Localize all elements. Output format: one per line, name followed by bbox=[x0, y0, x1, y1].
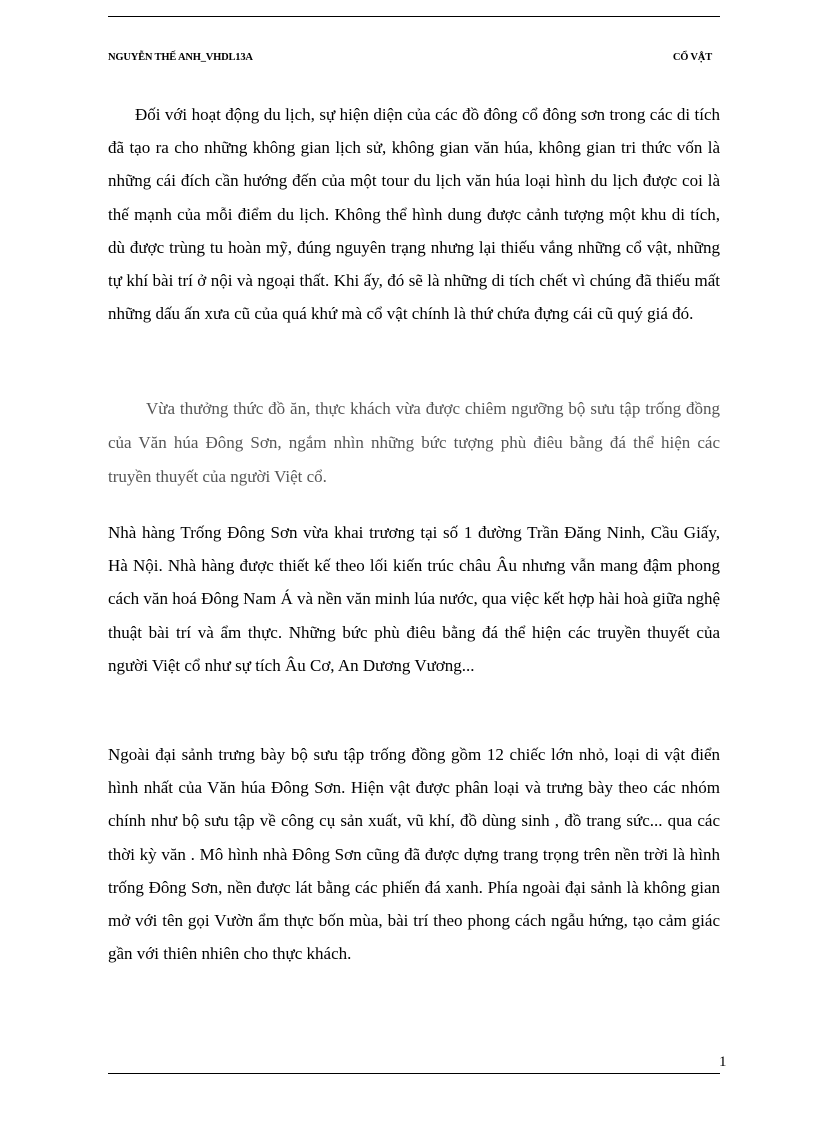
footer-rule bbox=[108, 1073, 720, 1074]
page-number: 1 bbox=[719, 1054, 727, 1070]
paragraph-intro: Đối với hoạt động du lịch, sự hiện diện của các đồ đông cổ đông sơn trong các di tích đã tạo ra cho những không gian lịch sử, không gian văn húa, không gian tri thức vốn là những cái đích cần hướng đến của một tour du lịch văn húa loại hình du lịch được coi là thế mạnh của mỗi điểm du lịch. Không thể hình dung được cảnh tượng một khu di tích, dù được trùng tu hoàn mỹ, đúng nguyên trạng nhưng lại thiếu vắng những cổ vật, những tự khí bài trí ở nội và ngoại thất. Khi ấy, đó sẽ là những di tích chết vì chúng đã thiếu mất những dấu ấn xưa cũ của quá khứ mà cổ vật chính là thứ chứa đựng cái cũ quý giá đó. bbox=[108, 105, 720, 324]
page-header bbox=[108, 52, 712, 63]
header-topic: CỔ VẬT bbox=[672, 52, 712, 63]
paragraph-quote: Vừa thưởng thức đồ ăn, thực khách vừa được chiêm ngưỡng bộ sưu tập trống đồng của Văn húa Đông Sơn, ngắm nhìn những bức tượng phù điêu bằng đá thể hiện các truyền thuyết của người Việt cổ. bbox=[108, 399, 720, 486]
paragraph-restaurant: Nhà hàng Trống Đông Sơn vừa khai trương tại số 1 đường Trần Đăng Ninh, Cầu Giấy, Hà Nội. Nhà hàng được thiết kế theo lối kiến trúc châu Âu nhưng vẫn mang đậm phong cách văn hoá Đông Nam Á và nền văn minh lúa nước, qua việc kết hợp hài hoà giữa nghệ thuật bài trí và ẩm thực. Những bức phù điêu bằng đá thể hiện các truyền thuyết của người Việt cổ như sự tích Âu Cơ, An Dương Vương... bbox=[108, 523, 720, 675]
header-author: NGUYỄN THẾ ANH_VHDL13A bbox=[108, 52, 253, 63]
paragraph-exhibition: Ngoài đại sảnh trưng bày bộ sưu tập trống đồng gồm 12 chiếc lớn nhỏ, loại di vật điển hình nhất của Văn húa Đông Sơn. Hiện vật được phân loại và trưng bày theo các nhóm chính như bộ sưu tập về công cụ sản xuất, vũ khí, đồ dùng sinh , đồ trang sức... qua các thời kỳ văn . Mô hình nhà Đông Sơn cũng đã được dựng trang trọng trên nền trời là hình trống Đông Sơn, nền được lát bằng các phiến đá xanh. Phía ngoài đại sảnh là không gian mở với tên gọi Vườn ẩm thực bốn mùa, bài trí theo phong cách ngẫu hứng, tạo cảm giác gần với thiên nhiên cho thực khách. bbox=[108, 745, 720, 964]
header-rule bbox=[108, 16, 720, 17]
